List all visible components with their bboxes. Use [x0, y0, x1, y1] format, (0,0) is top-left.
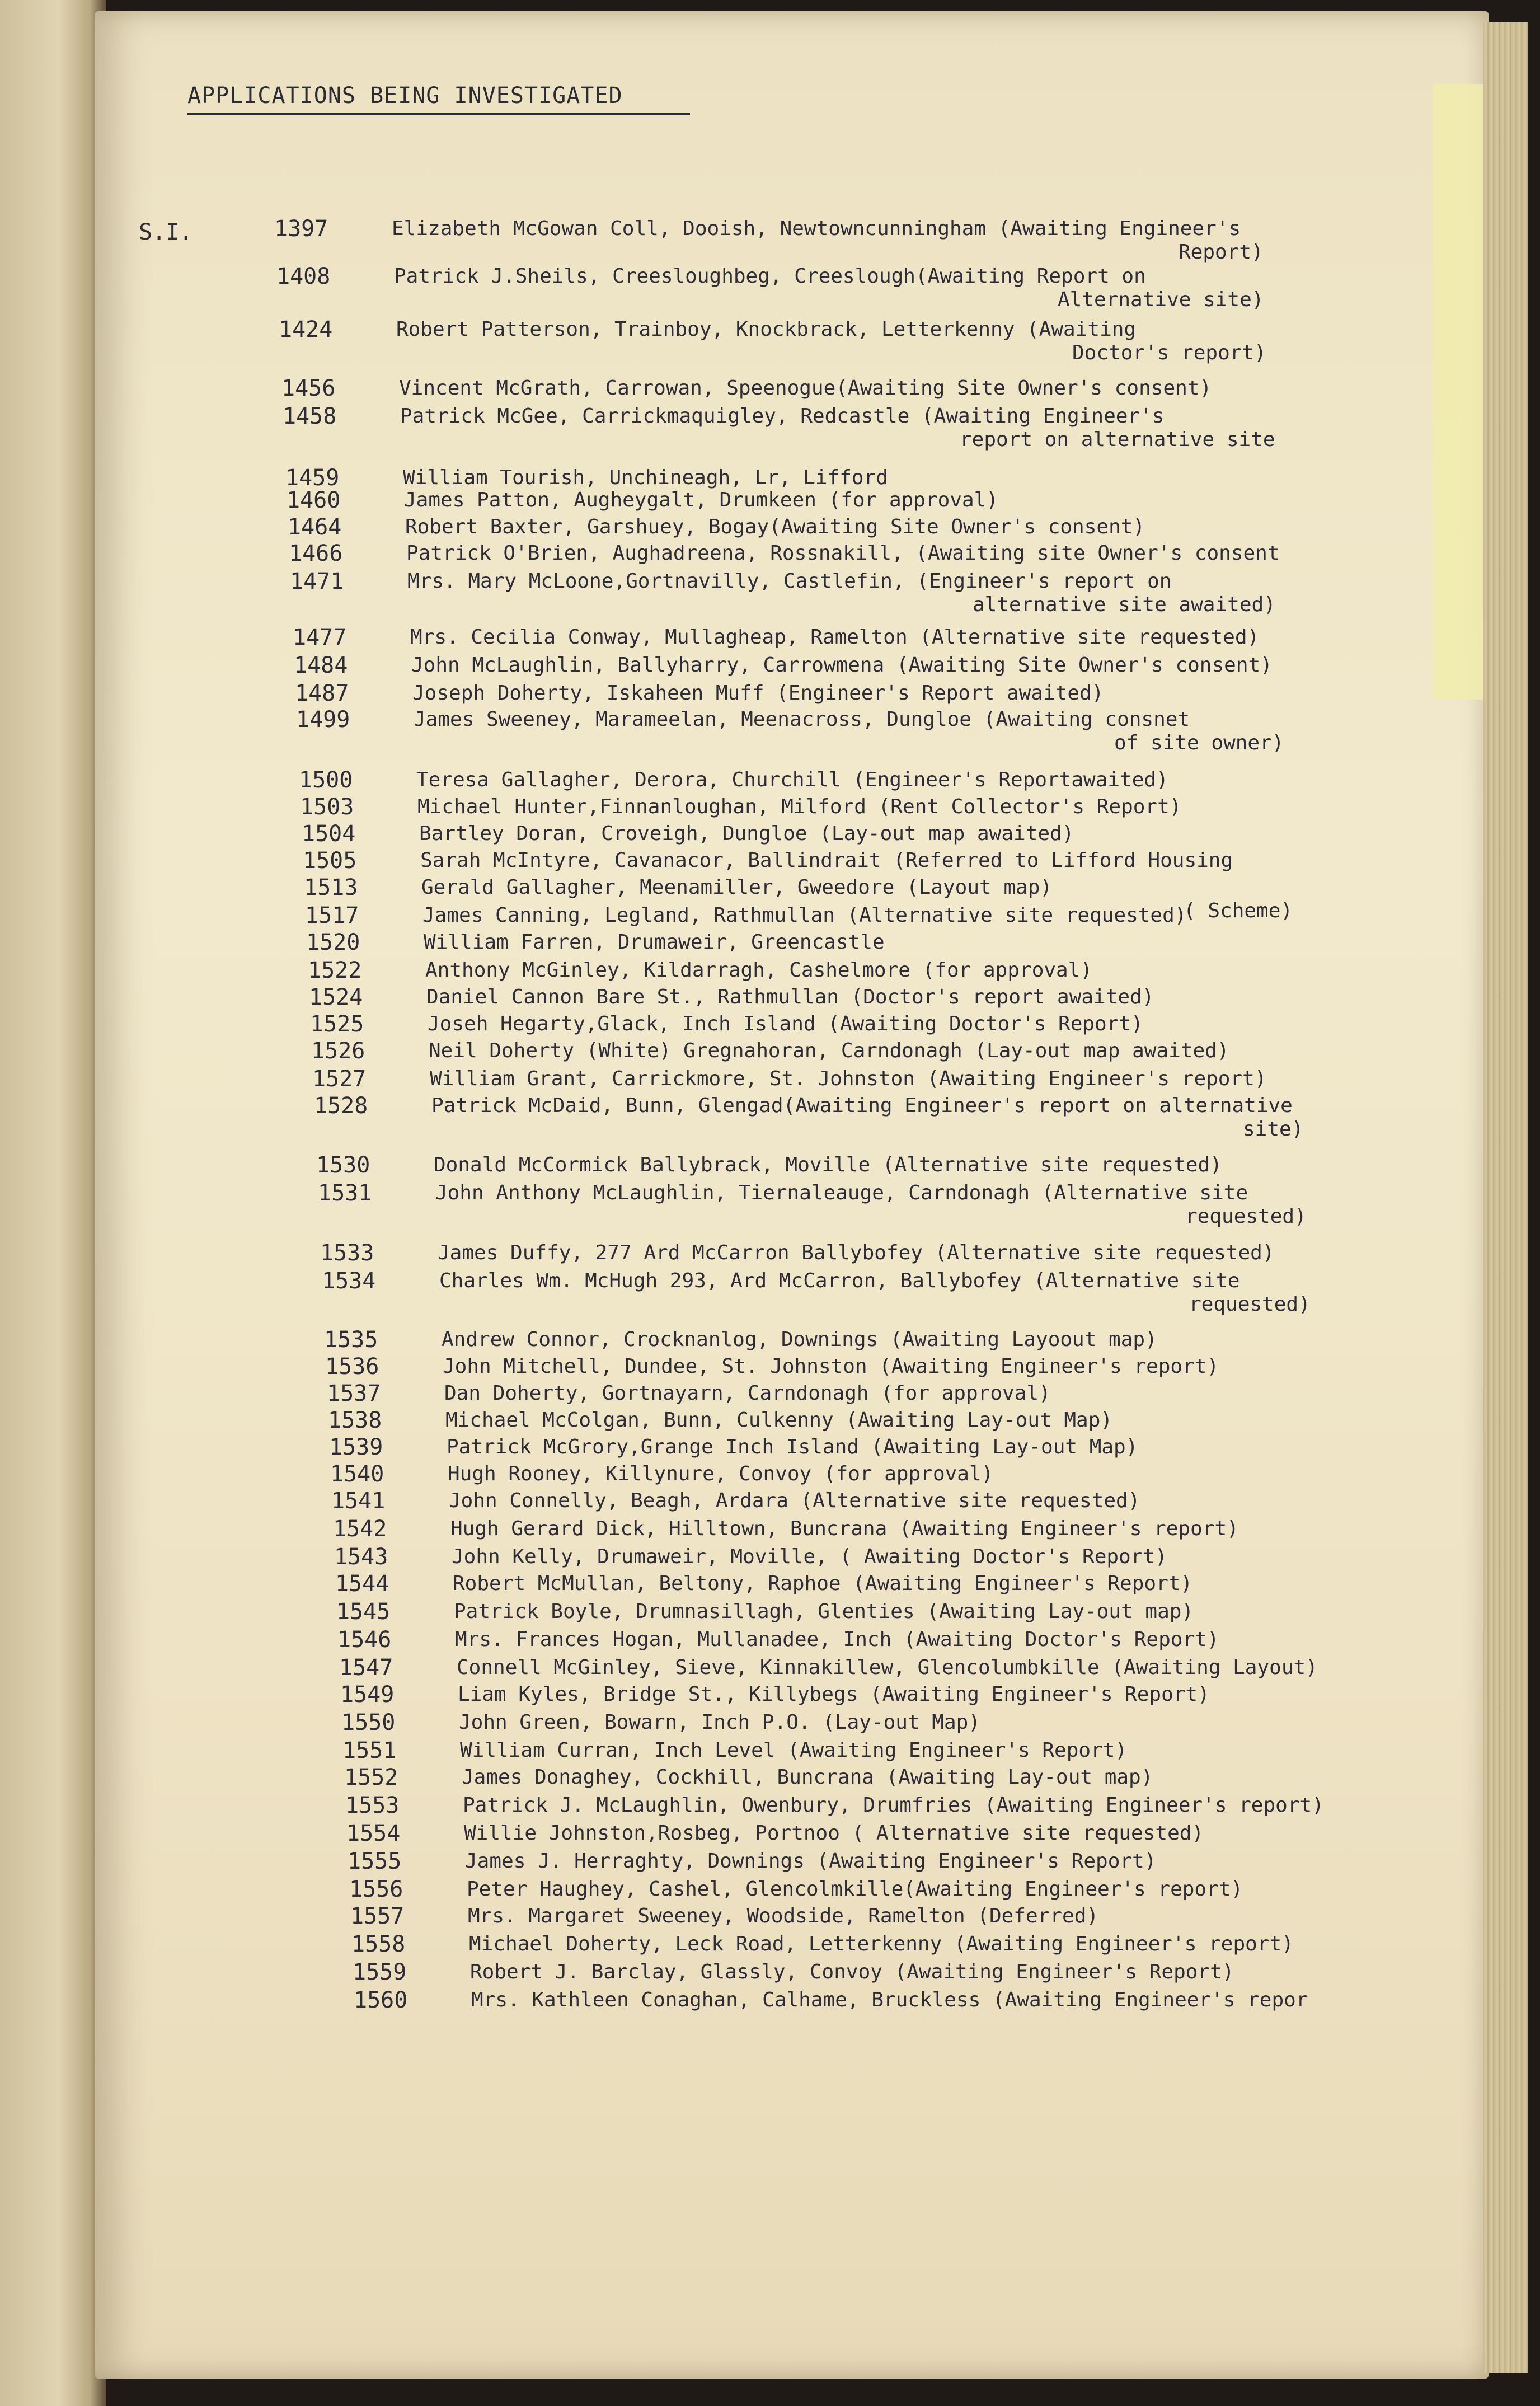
- application-number: 1537: [327, 1381, 381, 1406]
- applicant-details: Charles Wm. McHugh 293, Ard McCarron, Ballybofey (Alternative site: [439, 1269, 1240, 1292]
- page-heading: APPLICATIONS BEING INVESTIGATED: [187, 83, 690, 115]
- applicant-details: Michael Doherty, Leck Road, Letterkenny (Awaiting Engineer's report): [469, 1933, 1294, 1955]
- applicant-details: Gerald Gallagher, Meenamiller, Gweedore (Layout map): [421, 876, 1053, 899]
- entry-continuation: requested): [1185, 1205, 1307, 1228]
- application-number: 1538: [328, 1408, 382, 1433]
- application-number: 1558: [351, 1931, 406, 1957]
- applicant-details: Donald McCormick Ballybrack, Moville (Alternative site requested): [434, 1153, 1222, 1176]
- applicant-details: Patrick McGee, Carrickmaquigley, Redcastle (Awaiting Engineer's: [400, 405, 1165, 428]
- application-number: 1528: [314, 1093, 368, 1119]
- application-number: 1487: [295, 681, 349, 706]
- application-number: 1456: [281, 376, 336, 401]
- application-number: 1547: [339, 1655, 393, 1681]
- applicant-details: Michael Hunter,Finnanloughan, Milford (Rent Collector's Report): [417, 795, 1182, 818]
- application-number: 1544: [335, 1571, 389, 1597]
- applicant-details: Liam Kyles, Bridge St., Killybegs (Awaiting Engineer's Report): [458, 1683, 1210, 1706]
- applicant-details: John Kelly, Drumaweir, Moville, ( Awaiting Doctor's Report): [452, 1545, 1167, 1568]
- applicant-details: Andrew Connor, Crocknanlog, Downings (Awaiting Layoout map): [442, 1328, 1157, 1351]
- applicant-details: John Green, Bowarn, Inch P.O. (Lay-out Map): [459, 1711, 980, 1734]
- applicant-details: Willie Johnston,Rosbeg, Portnoo ( Alternative site requested): [464, 1822, 1204, 1845]
- applicant-details: Hugh Rooney, Killynure, Convoy (for approval): [448, 1462, 994, 1485]
- application-number: 1533: [320, 1240, 374, 1266]
- applicant-details: Teresa Gallagher, Derora, Churchill (Engineer's Reportawaited): [416, 768, 1168, 791]
- applicant-details: William Tourish, Unchineagh, Lr, Lifford: [403, 466, 888, 489]
- application-number: 1527: [312, 1066, 367, 1092]
- applicant-details: Joseph Doherty, Iskaheen Muff (Engineer's Report awaited): [412, 682, 1104, 705]
- application-number: 1555: [348, 1849, 402, 1874]
- application-number: 1503: [300, 794, 354, 820]
- application-number: 1397: [274, 216, 328, 242]
- applicant-details: James Sweeney, Marameelan, Meenacross, Dungloe (Awaiting consnet: [414, 708, 1190, 731]
- applicant-details: Robert Baxter, Garshuey, Bogay(Awaiting Site Owner's consent): [405, 515, 1145, 538]
- application-number: 1530: [316, 1152, 370, 1178]
- applicant-details: Connell McGinley, Sieve, Kinnakillew, Glencolumbkille (Awaiting Layout): [457, 1656, 1318, 1679]
- applicant-details: Dan Doherty, Gortnayarn, Carndonagh (for approval): [444, 1382, 1051, 1405]
- applicant-details: Daniel Cannon Bare St., Rathmullan (Doctor's report awaited): [426, 986, 1154, 1009]
- application-number: 1525: [310, 1011, 364, 1037]
- applicant-details: Bartley Doran, Croveigh, Dungloe (Lay-out map awaited): [419, 822, 1074, 845]
- entry-continuation: site): [1243, 1118, 1304, 1141]
- application-number: 1536: [325, 1354, 379, 1380]
- application-number: 1458: [283, 404, 337, 429]
- application-number: 1557: [350, 1903, 405, 1929]
- applicant-details: James Patton, Augheygalt, Drumkeen (for approval): [404, 489, 999, 512]
- applicant-details: Mrs. Frances Hogan, Mullanadee, Inch (Awaiting Doctor's Report): [455, 1628, 1219, 1651]
- applicant-details: Patrick McDaid, Bunn, Glengad(Awaiting Engineer's report on alternative: [431, 1094, 1293, 1117]
- application-number: 1554: [346, 1821, 401, 1846]
- applicant-details: Robert McMullan, Beltony, Raphoe (Awaiting Engineer's Report): [453, 1572, 1193, 1595]
- application-number: 1513: [304, 875, 358, 901]
- application-number: 1466: [289, 541, 343, 566]
- application-number: 1560: [354, 1987, 408, 2013]
- application-number: 1553: [345, 1793, 400, 1818]
- application-number: 1517: [305, 903, 359, 928]
- application-number: 1545: [336, 1599, 391, 1625]
- entry-continuation: Report): [1179, 241, 1264, 264]
- application-number: 1541: [331, 1488, 386, 1514]
- applicant-details: Mrs. Cecilia Conway, Mullagheap, Ramelton (Alternative site requested): [410, 626, 1260, 649]
- applicant-details: Anthony McGinley, Kildarragh, Cashelmore (for approval): [425, 959, 1093, 982]
- applicant-details: John Anthony McLaughlin, Tiernaleauge, Carndonagh (Alternative site: [435, 1181, 1248, 1204]
- left-facing-page: [0, 0, 106, 2406]
- applicant-details: Peter Haughey, Cashel, Glencolmkille(Awaiting Engineer's report): [467, 1878, 1243, 1901]
- applicant-details: William Curran, Inch Level (Awaiting Engineer's Report): [460, 1739, 1128, 1762]
- application-number: 1460: [287, 487, 341, 513]
- entry-continuation: Alternative site): [1058, 288, 1264, 311]
- application-number: 1549: [340, 1682, 395, 1708]
- application-number: 1534: [322, 1268, 376, 1294]
- entry-continuation: requested): [1189, 1293, 1311, 1316]
- application-number: 1424: [279, 317, 333, 343]
- entry-continuation: alternative site awaited): [973, 593, 1276, 616]
- application-number: 1459: [285, 465, 340, 491]
- applicant-details: Mrs. Margaret Sweeney, Woodside, Ramelton (Deferred): [468, 1905, 1099, 1927]
- applicant-details: William Farren, Drumaweir, Greencastle: [424, 931, 885, 954]
- application-number: 1471: [290, 569, 344, 594]
- yellow-page-tab: [1433, 84, 1489, 700]
- application-number: 1504: [302, 821, 356, 847]
- application-number: 1499: [296, 707, 350, 733]
- applicant-details: Sarah McIntyre, Cavanacor, Ballindrait (Referred to Lifford Housing: [420, 849, 1233, 872]
- applicant-details: Patrick Boyle, Drumnasillagh, Glenties (Awaiting Lay-out map): [454, 1600, 1194, 1623]
- section-label: S.I.: [139, 219, 193, 245]
- applicant-details: James Canning, Legland, Rathmullan (Alternative site requested): [422, 904, 1187, 927]
- applicant-details: Michael McColgan, Bunn, Culkenny (Awaiting Lay-out Map): [445, 1409, 1113, 1432]
- applicant-details: Vincent McGrath, Carrowan, Speenogue(Awaiting Site Owner's consent): [399, 377, 1212, 400]
- applicant-details: James Donaghey, Cockhill, Buncrana (Awaiting Lay-out map): [462, 1766, 1153, 1789]
- application-number: 1546: [337, 1627, 392, 1653]
- application-number: 1550: [341, 1710, 396, 1736]
- application-number: 1522: [308, 958, 362, 983]
- applicant-details: Patrick J.Sheils, Creesloughbeg, Creeslough(Awaiting Report on: [394, 265, 1146, 288]
- entry-continuation: of site owner): [1114, 731, 1284, 754]
- application-number: 1477: [293, 625, 347, 650]
- application-number: 1552: [344, 1765, 398, 1790]
- applicant-details: Mrs. Mary McLoone,Gortnavilly, Castlefin, (Engineer's report on: [407, 570, 1172, 593]
- application-number: 1535: [324, 1327, 378, 1353]
- applicant-details: John McLaughlin, Ballyharry, Carrowmena (Awaiting Site Owner's consent): [411, 654, 1273, 677]
- applicant-details: Robert J. Barclay, Glassly, Convoy (Awaiting Engineer's Report): [470, 1961, 1234, 1983]
- applicant-details: William Grant, Carrickmore, St. Johnston (Awaiting Engineer's report): [430, 1067, 1267, 1090]
- application-number: 1540: [330, 1461, 384, 1487]
- applicant-details: John Mitchell, Dundee, St. Johnston (Awaiting Engineer's report): [443, 1355, 1219, 1378]
- applicant-details: John Connelly, Beagh, Ardara (Alternative site requested): [449, 1489, 1140, 1512]
- applicant-details: Elizabeth McGowan Coll, Dooish, Newtowncunningham (Awaiting Engineer's: [392, 217, 1241, 240]
- application-number: 1559: [353, 1959, 407, 1985]
- application-number: 1539: [329, 1434, 383, 1460]
- application-number: 1551: [342, 1738, 397, 1764]
- book-page-edges: [1483, 22, 1528, 2373]
- application-number: 1505: [303, 848, 357, 874]
- applicant-details: Robert Patterson, Trainboy, Knockbrack, Letterkenny (Awaiting: [396, 318, 1137, 341]
- applicant-details: Neil Doherty (White) Gregnahoran, Carndonagh (Lay-out map awaited): [429, 1039, 1229, 1062]
- applicant-details: Patrick O'Brien, Aughadreena, Rossnakill, (Awaiting site Owner's consent: [406, 542, 1280, 565]
- application-number: 1556: [349, 1877, 403, 1902]
- entry-continuation: Doctor's report): [1072, 341, 1266, 364]
- application-number: 1526: [311, 1038, 365, 1064]
- application-number: 1408: [276, 264, 331, 289]
- application-number: 1484: [294, 653, 348, 678]
- application-number: 1524: [309, 984, 363, 1010]
- applicant-details: James J. Herraghty, Downings (Awaiting Engineer's Report): [465, 1850, 1157, 1873]
- application-number: 1500: [299, 767, 353, 793]
- application-number: 1543: [334, 1544, 388, 1570]
- applicant-details: Hugh Gerard Dick, Hilltown, Buncrana (Awaiting Engineer's report): [450, 1517, 1239, 1540]
- applicant-details: Joseh Hegarty,Glack, Inch Island (Awaiting Doctor's Report): [428, 1012, 1143, 1035]
- application-number: 1542: [333, 1516, 387, 1542]
- application-number: 1520: [306, 930, 360, 955]
- application-number: 1464: [288, 514, 342, 540]
- entry-continuation: ( Scheme): [1184, 899, 1293, 922]
- applicant-details: Patrick McGrory,Grange Inch Island (Awaiting Lay-out Map): [447, 1436, 1138, 1458]
- entry-continuation: report on alternative site: [960, 428, 1275, 451]
- applicant-details: Patrick J. McLaughlin, Owenbury, Drumfries (Awaiting Engineer's report): [463, 1794, 1324, 1817]
- applicant-details: James Duffy, 277 Ard McCarron Ballybofey (Alternative site requested): [438, 1241, 1275, 1264]
- applicant-details: Mrs. Kathleen Conaghan, Calhame, Bruckless (Awaiting Engineer's repor: [471, 1988, 1308, 2011]
- application-number: 1531: [318, 1180, 372, 1206]
